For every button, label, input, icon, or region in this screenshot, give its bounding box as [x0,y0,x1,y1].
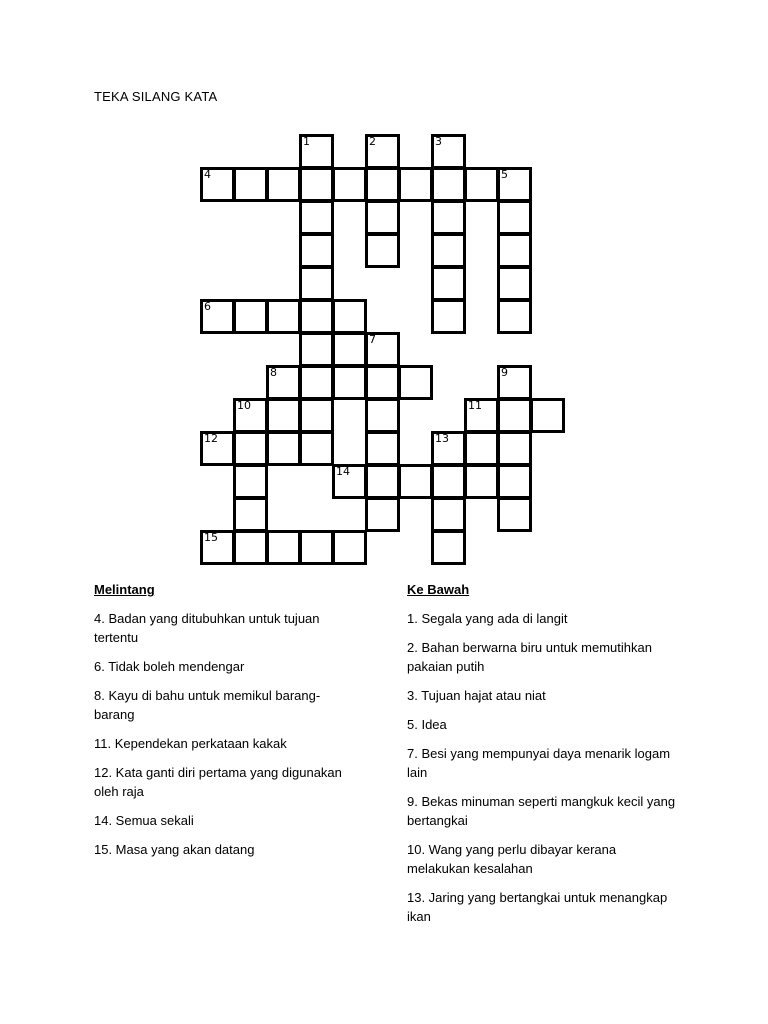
grid-cell[interactable] [332,530,367,565]
grid-cell[interactable] [233,398,268,433]
grid-cell[interactable] [299,233,334,268]
grid-cell[interactable] [332,464,367,499]
clue-number: 3 [435,135,442,148]
grid-cell[interactable] [332,332,367,367]
across-clue: 8. Kayu di bahu untuk memikul barang-barang [94,688,321,722]
grid-cell[interactable] [299,200,334,235]
grid-cell[interactable] [497,431,532,466]
grid-cell[interactable] [431,431,466,466]
clue-number: 12 [204,432,218,445]
across-clue: 15. Masa yang akan datang [94,842,255,857]
down-clue: 7. Besi yang mempunyai daya menarik logam lain [407,746,671,780]
grid-cell[interactable] [497,365,532,400]
grid-cell[interactable] [299,530,334,565]
down-clue: 13. Jaring yang bertangkai untuk menangkap ikan [407,890,668,924]
across-clue: 12. Kata ganti diri pertama yang digunakan oleh raja [94,765,342,799]
across-clue: 14. Semua sekali [94,813,194,828]
clue-number: 10 [237,399,251,412]
clue-number: 5 [501,168,508,181]
clue-number: 4 [204,168,211,181]
clue-number: 13 [435,432,449,445]
grid-cell[interactable] [431,167,466,202]
clue-number: 7 [369,333,376,346]
down-clue: 10. Wang yang perlu dibayar kerana melakukan kesalahan [407,842,617,876]
grid-cell[interactable] [332,167,367,202]
grid-cell[interactable] [464,464,499,499]
across-clue: 11. Kependekan perkataan kakak [94,736,287,751]
grid-cell[interactable] [365,332,400,367]
grid-cell[interactable] [365,398,400,433]
grid-cell[interactable] [266,167,301,202]
clue-number: 2 [369,135,376,148]
down-clue: 3. Tujuan hajat atau niat [407,688,546,703]
grid-cell[interactable] [233,497,268,532]
grid-cell[interactable] [431,530,466,565]
grid-cell[interactable] [299,398,334,433]
down-clue: 1. Segala yang ada di langit [407,611,568,626]
clue-number: 11 [468,399,482,412]
grid-cell[interactable] [431,233,466,268]
grid-cell[interactable] [497,299,532,334]
down-clues [407,580,677,936]
grid-cell[interactable] [200,530,235,565]
grid-cell[interactable] [266,299,301,334]
grid-cell[interactable] [233,431,268,466]
grid-cell[interactable] [464,431,499,466]
grid-cell[interactable] [365,167,400,202]
grid-cell[interactable] [497,167,532,202]
grid-cell[interactable] [431,299,466,334]
page-title: TEKA SILANG KATA [94,89,218,104]
clue-number: 6 [204,300,211,313]
grid-cell[interactable] [299,167,334,202]
down-clue: 9. Bekas minuman seperti mangkuk kecil yang bertangkai [407,794,676,828]
grid-cell[interactable] [497,497,532,532]
grid-cell[interactable] [497,200,532,235]
grid-cell[interactable] [332,365,367,400]
grid-cell[interactable] [365,233,400,268]
grid-cell[interactable] [398,365,433,400]
clue-number: 8 [270,366,277,379]
down-heading: Ke Bawah [407,582,470,597]
grid-cell[interactable] [530,398,565,433]
grid-cell[interactable] [299,299,334,334]
grid-cell[interactable] [200,167,235,202]
grid-cell[interactable] [431,200,466,235]
grid-cell[interactable] [431,497,466,532]
grid-cell[interactable] [266,398,301,433]
grid-cell[interactable] [398,464,433,499]
down-clue: 5. Idea [407,717,447,732]
grid-cell[interactable] [299,365,334,400]
clue-number: 9 [501,366,508,379]
grid-cell[interactable] [365,365,400,400]
grid-cell[interactable] [365,497,400,532]
grid-cell[interactable] [233,530,268,565]
clue-number: 14 [336,465,350,478]
down-clue: 2. Bahan berwarna biru untuk memutihkan pakaian putih [407,640,652,674]
grid-cell[interactable] [332,299,367,334]
grid-cell[interactable] [464,398,499,433]
grid-cell[interactable] [233,299,268,334]
grid-cell[interactable] [233,464,268,499]
grid-cell[interactable] [266,530,301,565]
clue-number: 1 [303,135,310,148]
grid-cell[interactable] [497,464,532,499]
grid-cell[interactable] [431,266,466,301]
grid-cell[interactable] [365,200,400,235]
across-heading: Melintang [94,582,155,597]
grid-cell[interactable] [299,266,334,301]
grid-cell[interactable] [299,134,334,169]
across-clue: 4. Badan yang ditubuhkan untuk tujuan tertentu [94,611,320,645]
grid-cell[interactable] [266,365,301,400]
grid-cell[interactable] [398,167,433,202]
grid-cell[interactable] [431,464,466,499]
grid-cell[interactable] [464,167,499,202]
grid-cell[interactable] [431,134,466,169]
grid-cell[interactable] [200,431,235,466]
grid-cell[interactable] [299,431,334,466]
grid-cell[interactable] [365,431,400,466]
across-clues [94,580,356,869]
grid-cell[interactable] [266,431,301,466]
grid-cell[interactable] [497,266,532,301]
grid-cell[interactable] [299,332,334,367]
across-clue: 6. Tidak boleh mendengar [94,659,245,674]
clue-number: 15 [204,531,218,544]
grid-cell[interactable] [233,167,268,202]
grid-cell[interactable] [497,233,532,268]
grid-cell[interactable] [365,464,400,499]
grid-cell[interactable] [200,299,235,334]
grid-cell[interactable] [365,134,400,169]
grid-cell[interactable] [497,398,532,433]
